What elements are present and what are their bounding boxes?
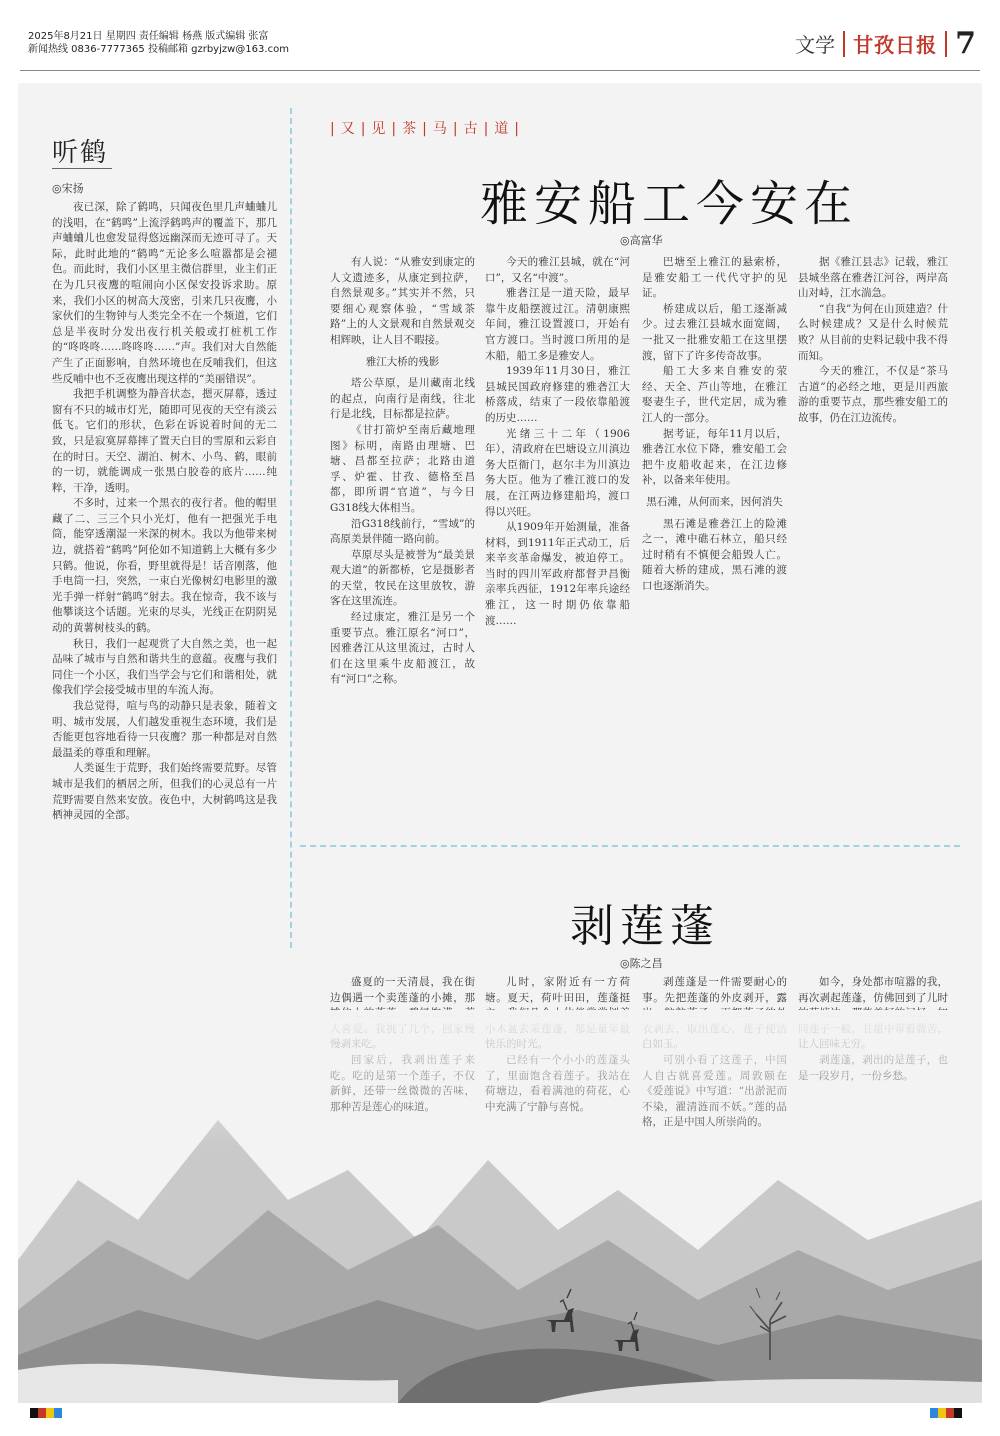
section-name: 文学 [795, 33, 836, 57]
paragraph: 夜已深，除了鹤鸣，只闻夜色里几声蛐蛐儿的浅唱，在“鹤鸣”上流浮鹤鸣声的覆盖下，那几声蛐蛐儿也愈发显得悠远幽深而无迹可寻了。天际，此时此地的“鹤鸣”无论多么喧嚣都是会褪色。而此时，我们小区里主微信群里，业主们正在为几只夜鹰的喧闹向小区保安投诉求助。原来，我们小区的树高大茂密，引来几只夜鹰，小家伙们的生物钟与人类完全不在一个频道，它们总是半夜时分发出夜行机关般或打桩机工作的“咚咚咚……咚咚咚……”声。我们对大自然能产生了正面影响，自然环境也在反哺我们，但这些反哺中也不乏夜鹰出现这样的“美丽错误”。 [52, 201, 277, 385]
paragraph: 我把手机调整为静音状态，摁灭屏幕，透过窗有不只的城市灯光，随即可见夜的天空有淡云低飞。它们的形状，色彩在诉说着时间的无二致，只是寂寞屏幕摔了置天白目的雪原和云彩自在的时日。天空、湖泊、树木、小鸟、鹤，眼前的一切，就能调成一张黑白胶卷的底片……纯粹，干净，透明。 [52, 388, 277, 494]
paragraph: 《甘打箭炉至南后藏地理图》标明，南路由理塘、巴塘、昌都至拉萨；北路由道孚、炉霍、甘孜、德格至昌都，即所谓“官道”，与今日G318线大体相当。 [330, 423, 475, 514]
paragraph: 草原尽头是被誉为“最美景观大道”的新都桥，它是摄影者的天堂，牧民在这里放牧，游客在这里流连。 [330, 548, 475, 608]
article-divider [300, 845, 960, 847]
paragraph: 据《雅江县志》记载，雅江县城坐落在雅砻江河谷，两岸高山对峙，江水湍急。 [798, 256, 948, 300]
paragraph: 我总觉得，喧与鸟的动静只是表象，随着文明、城市发展，人们越发重视生态环境，我们是否能更包容地看待一只夜鹰？那一种都是对自然最温柔的尊重和理解。 [52, 700, 277, 759]
paragraph: 儿时，家附近有一方荷塘。夏天，荷叶田田，莲蓬挺 [485, 976, 630, 1004]
article2-col-2 [485, 255, 630, 835]
series-kicker: |又|见|茶|马|古|道| [330, 121, 526, 137]
paragraph: 有人说：“从雅安到康定的人文遗迹多，从康定到拉萨，自然景观多。”其实并不然，只要细心观察体验，“雪域茶路”上的人文景观和自然景观交相辉映，让人目不暇接。 [330, 256, 475, 346]
brand-divider [843, 31, 845, 57]
paragraph: 黑石滩是雅砻江上的险滩之一，滩中礁石林立，船只经过时稍有不慎便会船毁人亡。随着大桥的建成，黑石滩的渡口也逐渐消失。 [642, 517, 787, 592]
paragraph: 塔公草原，是川藏南北线的起点，向南行是南线，往北行是北线，目标都是拉萨。 [330, 377, 475, 421]
paragraph: 巴塘至上雅江的悬索桥，是雅安船工一代代守护的见证。 [642, 256, 787, 300]
article3-author: ◎陈之昌 [620, 957, 663, 970]
article2-col-1 [330, 255, 475, 835]
paragraph: 船工大多来自雅安的荥经、天全、芦山等地，在雅江娶妻生子，世代定居，成为雅江人的一部分。 [642, 365, 787, 424]
paragraph: 光绪三十二年（1906年），清政府在巴塘设立川滇边务大臣衙门，赵尔丰为川滇边务大臣。他为了雅江渡口的发展，在江两边修建船坞，渡口得以兴旺。 [485, 427, 630, 518]
paragraph: 雅砻江是一道天险，最早靠牛皮船摆渡过江。清朝康熙年间，雅江设置渡口，开始有官方渡口。当时渡口所用的是木船，船工多是雅安人。 [485, 287, 630, 362]
article2-title: 雅安船工今安在 [480, 176, 859, 232]
article2-subhead: 雅江大桥的残影 [365, 355, 440, 368]
ink-landscape-illustration [18, 1010, 982, 1403]
paragraph: 今天的雅江，不仅是“茶马古道”的必经之地，更是川西旅游的重要节点，那些雅安船工的故事，仍在江边流传。 [798, 365, 948, 424]
article2-col-3 [642, 255, 787, 835]
article1-body [52, 200, 277, 1010]
paragraph: 人类诞生于荒野，我们始终需要荒野。尽管城市是我们的栖居之所，但我们的心灵总有一片荒野需要自然来安放。夜色中，大树鹤鸣这是我栖神灵园的全部。 [52, 762, 277, 822]
paragraph: 剥莲蓬是一件需要耐心的事。先把莲蓬的外皮剥开，露 [642, 976, 787, 1004]
paragraph: 从1909年开始测量，准备材料，到1911年正式动工，后来辛亥革命爆发，被迫停工。当时的四川军政府都督尹昌衡亲率兵西征，1912年率兵途经雅江，这一时期仍依靠船渡…… [485, 521, 630, 627]
paragraph: 沿G318线前行，“雪域”的高原美景伴随一路向前。 [330, 517, 475, 546]
column-divider [290, 108, 292, 948]
paragraph: 如今，身处都市喧嚣的我，再次剥起莲蓬，仿佛回到了儿时 [798, 976, 948, 1004]
print-color-bar-right [930, 1408, 962, 1418]
paragraph: 桥建成以后，船工逐渐减少。过去雅江县城水面宽阔，一批又一批雅安船工在这里摆渡，留下了许多传奇故事。 [642, 302, 787, 362]
masthead-brand [795, 26, 976, 61]
article1-title: 听鹤 [52, 138, 109, 168]
paragraph: 秋日，我们一起观赏了大自然之美，也一起品味了城市与自然和谐共生的意蕴。夜鹰与我们同住一个小区，我们当学会与它们和谐相处，就像我们学会接受城市里的车流人海。 [52, 637, 277, 697]
header-rule [20, 70, 980, 71]
paragraph: “自我”为何在山顶建造？什么时候建成？又是什么时候荒败？从目前的史料记载中我不得而知。 [798, 302, 948, 362]
print-color-bar-left [30, 1408, 62, 1418]
masthead-date-editors: 2025年8月21日 星期四 责任编辑 杨燕 版式编辑 张富 [28, 31, 269, 42]
article2-col-4 [798, 255, 948, 835]
paragraph: 不多时，过来一个黑衣的夜行者。他的帽里藏了二、三三个只小光灯，他有一把强光手电筒，能穿透潮湿一米深的树木。我以为他带来树边，就搭着“鹤鸣”阿伦如不知道鹤上大概有多少只鹤。他说，你看，野里就得是！话音刚落，他手电筒一扫，突然，一束白光像树幻电影里的激光手弹一样射“鹤鸣”射去。我在惊奇，我不该与他攀谈这个话题。光束的尽头，光线正在阴阴晃动的黄薯树枝头的鹤。 [52, 497, 277, 635]
article1-title-rule [52, 168, 112, 169]
paragraph: 1939年11月30日，雅江县城民国政府修建的雅砻江大桥落成，结束了一段依靠船渡的历史…… [485, 365, 630, 424]
paragraph: 今天的雅江县城，就在“河口”，又名“中渡”。 [485, 256, 630, 284]
newspaper-logo: 甘孜日报 [853, 33, 938, 57]
article1-author: ◎宋扬 [52, 182, 84, 195]
article2-subhead-2: 黑石滩，从何而来，因何消失 [646, 495, 783, 508]
paragraph: 盛夏的一天清晨，我在街边偶遇一个卖莲蓬的小摊，那 [330, 976, 475, 1004]
page-number: 7 [955, 26, 976, 61]
article2-author: ◎高富华 [620, 234, 663, 247]
masthead-contact: 新闻热线 0836-7777365 投稿邮箱 gzrbyjzw@163.com [28, 44, 289, 55]
masthead-info [28, 30, 289, 56]
brand-divider-2 [945, 31, 947, 57]
paragraph: 据考证，每年11月以后，雅砻江水位下降，雅安船工会把牛皮船收起来，在江边修补，以备来年使用。 [642, 427, 787, 487]
paragraph: 经过康定，雅江是另一个重要节点。雅江原名“河口”，因雅砻江从这里流过，古时人们在这里乘牛皮船渡江，故有“河口”之称。 [330, 611, 475, 686]
article3-title: 剥莲蓬 [570, 901, 720, 952]
